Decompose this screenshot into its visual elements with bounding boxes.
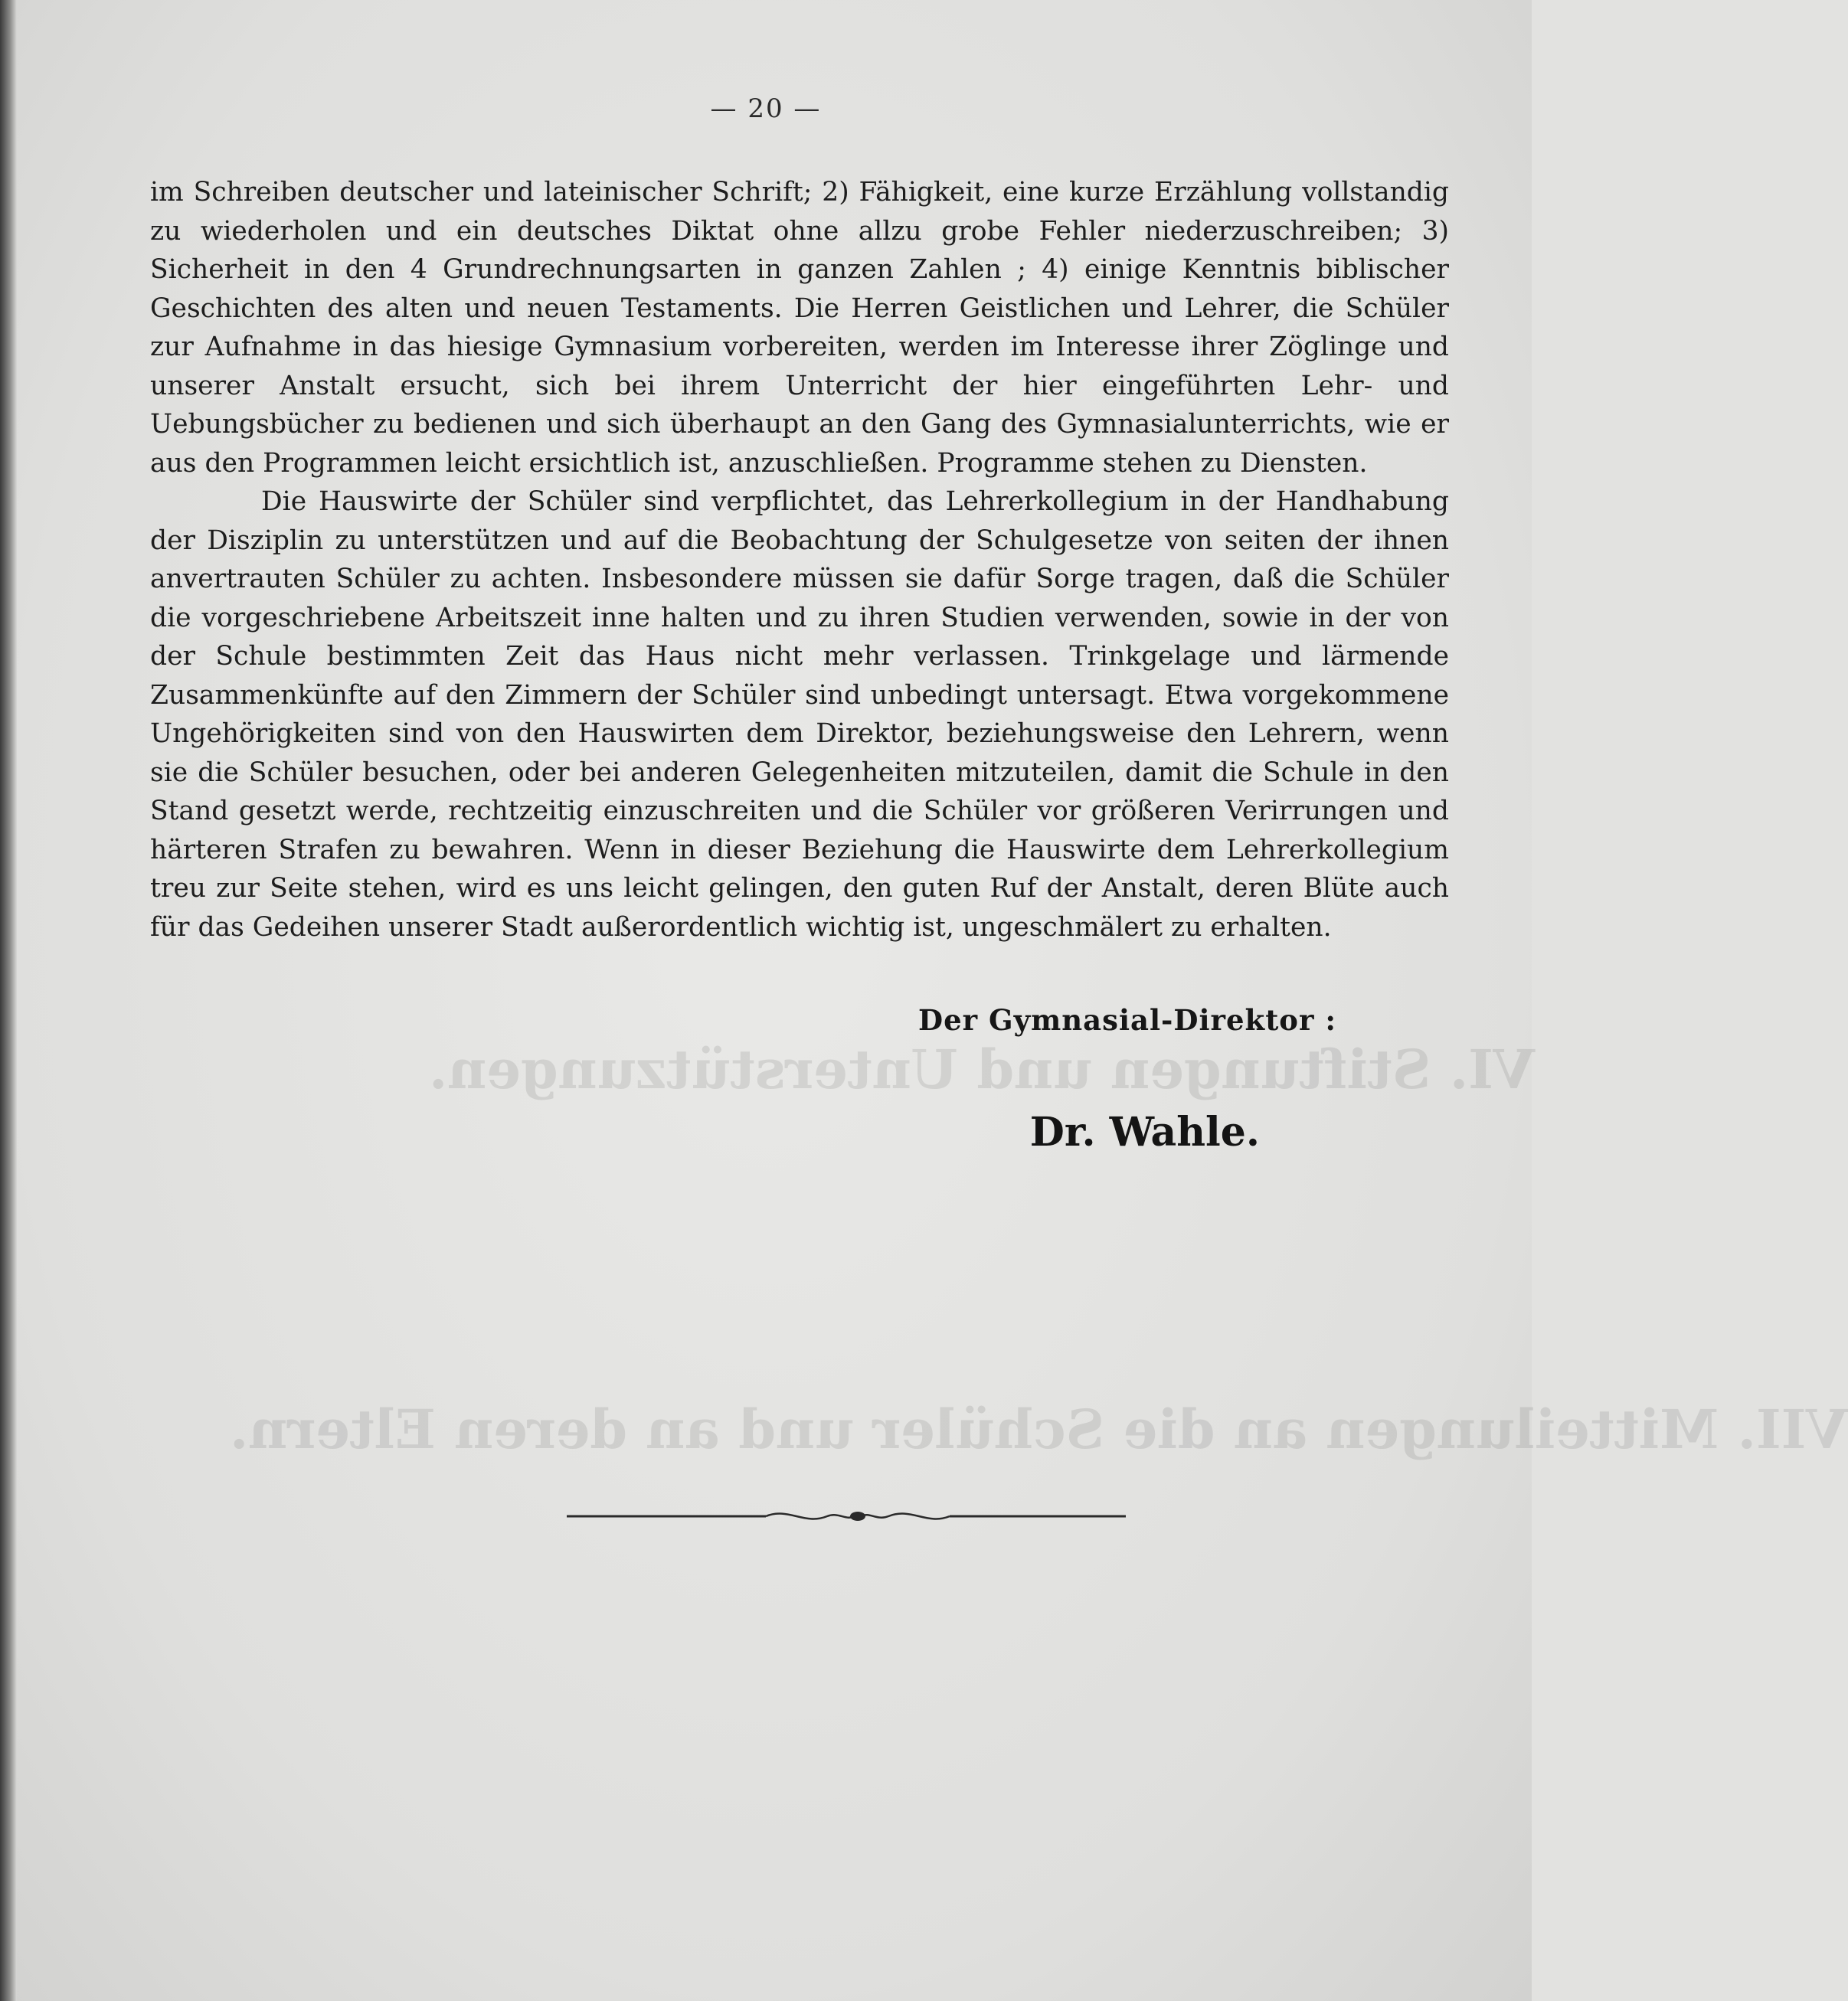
paragraph-admission-requirements: im Schreiben deutscher und lateinischer Schrift; 2) Fähigkeit, eine kurze Erzählung vollstandig zu wiederholen und ein deutsches Diktat ohne allzu grobe Fehler niederzuschreiben; 3) Sicherheit in den 4 Grundrechnungsarten in ganzen Zahlen ; 4) einige Kenntnis biblischer Geschichten des alten und neuen Testaments. Die Herren Geistlichen und Lehrer, die Schüler zur Aufnahme in das hiesige Gymnasium vorbereiten, werden im Interesse ihrer Zöglinge und unserer Anstalt ersucht, sich bei ihrem Unterricht der hier eingeführten Lehr- und Uebungsbücher zu bedienen und sich überhaupt an den Gang des Gymnasialunterrichts, wie er aus den Programmen leicht ersichtlich ist, anzuschließen. Programme stehen zu Diensten. <box>150 177 1449 479</box>
signature-title: Der Gymnasial-Direktor : <box>917 1003 1336 1037</box>
page-number: — 20 — <box>710 93 822 124</box>
paragraph-host-duties: Die Hauswirte der Schüler sind verpflichtet, das Lehrerkollegium in der Handhabung der Disziplin zu unterstützen und auf die Beobachtung der Schulgesetze von seiten der ihnen anvertrauten Schüler zu achten. Insbesondere müssen sie dafür Sorge tragen, daß die Schüler die vorgeschriebene Arbeitszeit inne halten und zu ihren Studien verwenden, sowie in der von der Schule bestimmten Zeit das Haus nicht mehr verlassen. Trinkgelage und lärmende Zusammenkünfte auf den Zimmern der Schüler sind unbedingt untersagt. Etwa vorgekommene Ungehörigkeiten sind von den Hauswirten dem Direktor, beziehungsweise den Lehrern, wenn sie die Schüler besuchen, oder bei anderen Gelegenheiten mitzuteilen, damit die Schule in den Stand gesetzt werde, rechtzeitig einzuschreiten und die Schüler vor größeren Verirrungen und härteren Strafen zu bewahren. Wenn in dieser Beziehung die Hauswirte dem Lehrerkollegium treu zur Seite stehen, wird es uns leicht gelingen, den guten Ruf der Anstalt, deren Blüte auch für das Gedeihen unserer Stadt außerordentlich wichtig ist, ungeschmälert zu erhalten. <box>150 486 1449 943</box>
show-through-heading-vii: VII. Mitteilungen an die Schüler und an deren Eltern. <box>230 1398 1848 1461</box>
ornament-divider <box>567 1501 1126 1532</box>
body-text <box>150 173 1449 947</box>
signature-name: Dr. Wahle. <box>1029 1109 1260 1156</box>
page-binding-edge <box>0 0 17 2001</box>
show-through-heading-vi: VI. Stiftungen und Unterstützungen. <box>429 1038 1536 1101</box>
